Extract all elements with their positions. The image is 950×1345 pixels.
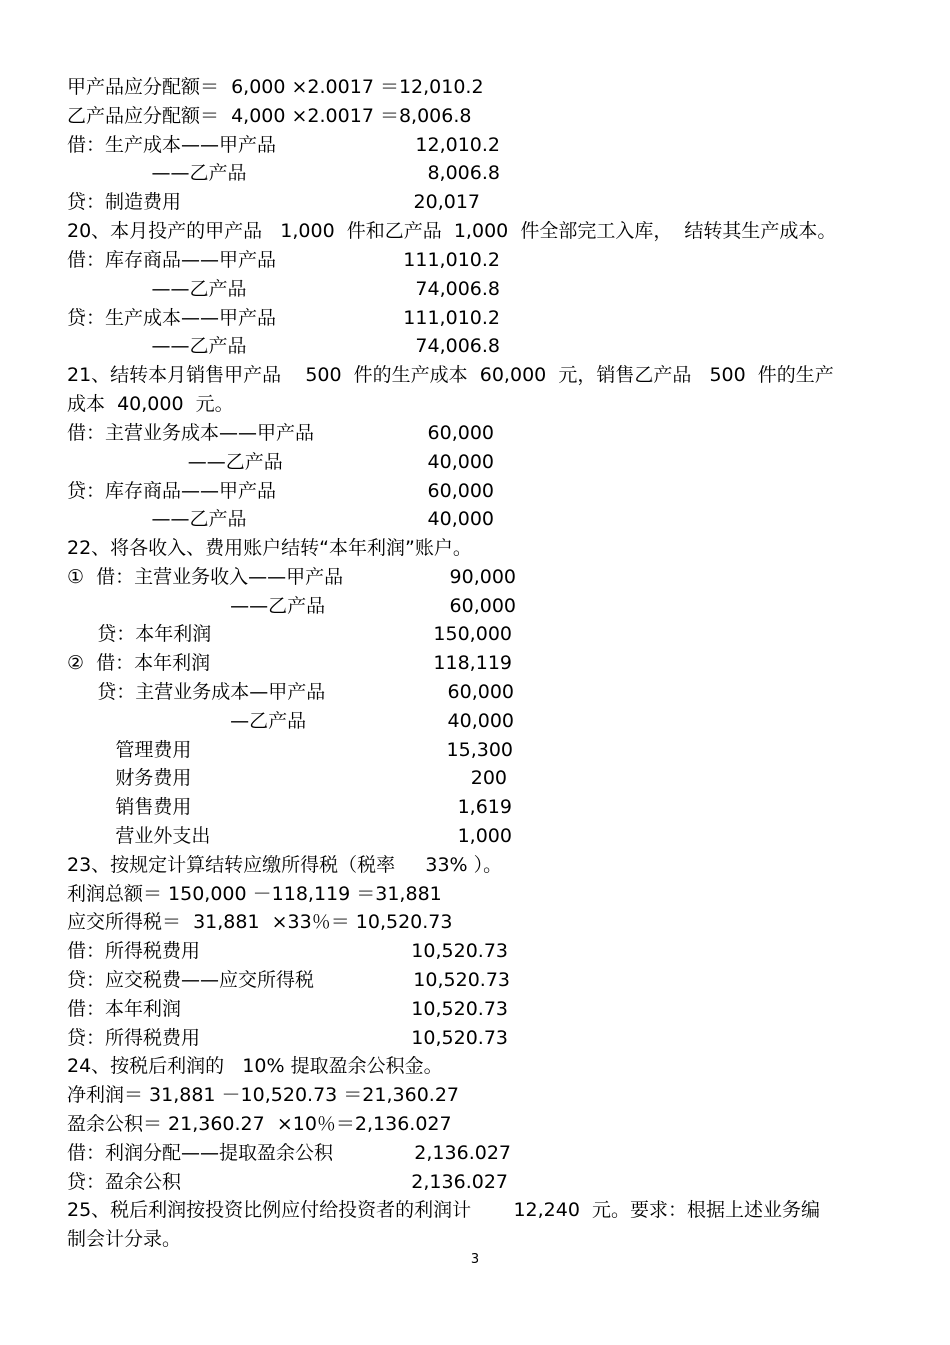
amt-19: 150,000 [433, 623, 512, 645]
ln-30: 借：所得税费用 [67, 940, 201, 962]
amt-2: 12,010.2 [415, 134, 500, 156]
ln-0: 甲产品应分配额＝ 6,000 ×2.0017 ＝12,010.2 [67, 76, 484, 98]
ln-17: ① 借：主营业务收入——甲产品 [67, 566, 344, 588]
ln-31: 贷：应交税费——应交所得税 [67, 969, 315, 991]
amt-8: 111,010.2 [403, 307, 500, 329]
ln-6: 借：库存商品——甲产品 [67, 249, 277, 271]
amt-25: 1,619 [457, 796, 512, 818]
ln-21: 贷：主营业务成本—甲产品 [67, 681, 326, 703]
ln-14: 贷：库存商品——甲产品 [67, 480, 277, 502]
amt-9: 74,006.8 [415, 335, 500, 357]
ln-9: ——乙产品 [67, 335, 247, 357]
page-number: 3 [470, 1252, 480, 1267]
ln-39: 25、税后利润按投资比例应付给投资者的利润计 12,240 元。要求：根据上述业务编 [67, 1199, 821, 1221]
ln-16: 22、将各收入、费用账户结转“本年利润”账户。 [67, 537, 472, 559]
ln-19: 贷：本年利润 [67, 623, 212, 645]
amt-3: 8,006.8 [427, 162, 500, 184]
ln-18: ——乙产品 [67, 595, 326, 617]
ln-2: 借：生产成本——甲产品 [67, 134, 277, 156]
amt-37: 2,136.027 [414, 1142, 511, 1164]
ln-12: 借：主营业务成本——甲产品 [67, 422, 315, 444]
ln-24: 财务费用 [67, 767, 192, 789]
ln-25: 销售费用 [67, 796, 192, 818]
ln-28: 利润总额＝ 150,000 －118,119 ＝31,881 [67, 883, 442, 905]
amt-6: 111,010.2 [403, 249, 500, 271]
amt-26: 1,000 [457, 825, 512, 847]
ln-32: 借：本年利润 [67, 998, 182, 1020]
ln-10: 21、结转本月销售甲产品 500 件的生产成本 60,000 元，销售乙产品 500 件的生产 [67, 364, 834, 386]
amt-17: 90,000 [449, 566, 516, 588]
amt-22: 40,000 [447, 710, 514, 732]
amt-4: 20,017 [413, 191, 480, 213]
ln-35: 净利润＝ 31,881 －10,520.73 ＝21,360.27 [67, 1084, 459, 1106]
amt-13: 40,000 [427, 451, 494, 473]
ln-7: ——乙产品 [67, 278, 247, 300]
ln-27: 23、按规定计算结转应缴所得税（税率 33% ）。 [67, 854, 503, 876]
ln-4: 贷：制造费用 [67, 191, 182, 213]
ln-33: 贷：所得税费用 [67, 1027, 201, 1049]
ln-36: 盈余公积＝ 21,360.27 ×10％＝2,136.027 [67, 1113, 452, 1135]
ln-38: 贷：盈余公积 [67, 1171, 182, 1193]
ln-1: 乙产品应分配额＝ 4,000 ×2.0017 ＝8,006.8 [67, 105, 472, 127]
ln-8: 贷：生产成本——甲产品 [67, 307, 277, 329]
ln-34: 24、按税后利润的 10% 提取盈余公积金。 [67, 1055, 443, 1077]
ln-20: ② 借：本年利润 [67, 652, 211, 674]
ln-11: 成本 40,000 元。 [67, 393, 234, 415]
ln-37: 借：利润分配——提取盈余公积 [67, 1142, 334, 1164]
amt-30: 10,520.73 [411, 940, 508, 962]
ln-3: ——乙产品 [67, 162, 247, 184]
amt-23: 15,300 [446, 739, 513, 761]
amt-7: 74,006.8 [415, 278, 500, 300]
amt-15: 40,000 [427, 508, 494, 530]
amt-38: 2,136.027 [411, 1171, 508, 1193]
ln-26: 营业外支出 [67, 825, 211, 847]
amt-12: 60,000 [427, 422, 494, 444]
ln-40: 制会计分录。 [67, 1228, 182, 1250]
amt-18: 60,000 [449, 595, 516, 617]
amt-24: 200 [470, 767, 507, 789]
amt-21: 60,000 [447, 681, 514, 703]
ln-5: 20、本月投产的甲产品 1,000 件和乙产品 1,000 件全部完工入库， 结转其生产成本。 [67, 220, 837, 242]
amt-33: 10,520.73 [411, 1027, 508, 1049]
ln-15: ——乙产品 [67, 508, 247, 530]
ln-13: ——乙产品 [67, 451, 283, 473]
amt-14: 60,000 [427, 480, 494, 502]
ln-29: 应交所得税＝ 31,881 ×33％＝ 10,520.73 [67, 911, 453, 933]
ln-23: 管理费用 [67, 739, 192, 761]
ln-22: —乙产品 [67, 710, 307, 732]
amt-20: 118,119 [433, 652, 512, 674]
amt-32: 10,520.73 [411, 998, 508, 1020]
amt-31: 10,520.73 [413, 969, 510, 991]
